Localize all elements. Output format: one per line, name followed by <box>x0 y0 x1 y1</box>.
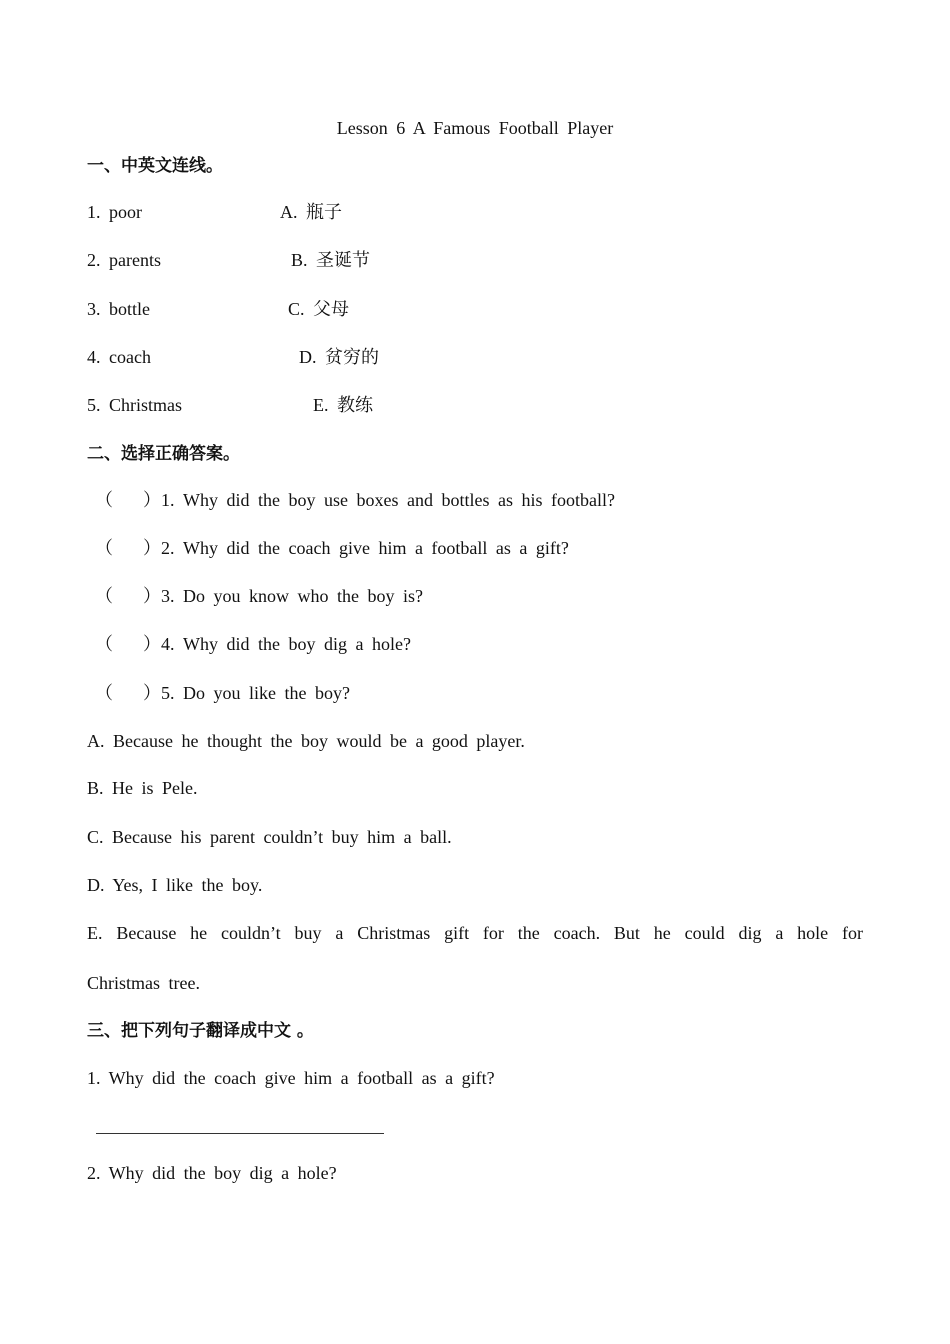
question-text: 2. Why did the coach give him a football as a gift? <box>161 538 569 558</box>
match-item-chinese: C. 父母 <box>288 299 350 319</box>
question-text: 1. Why did the boy use boxes and bottles as his football? <box>161 490 615 510</box>
answer-option: C. Because his parent couldn’t buy him a ball. <box>87 827 452 847</box>
question-row <box>95 488 615 512</box>
answer-option: B. He is Pele. <box>87 778 198 798</box>
question-row <box>95 632 411 656</box>
answer-blank-close: ） <box>143 586 161 606</box>
match-item-english: 1. poor <box>87 202 142 222</box>
match-item-english: 4. coach <box>87 347 151 367</box>
page-title: Lesson 6 A Famous Football Player <box>336 118 614 138</box>
answer-blank-close: ） <box>143 634 161 654</box>
answer-option: E. Because he couldn’t buy a Christmas gift for the coach. But he could dig a hole for <box>87 923 863 943</box>
match-item-english: 3. bottle <box>87 299 150 319</box>
translation-item: 2. Why did the boy dig a hole? <box>87 1163 337 1183</box>
match-item-chinese: A. 瓶子 <box>280 202 342 222</box>
match-item-chinese: B. 圣诞节 <box>291 250 371 270</box>
answer-blank-open[interactable]: （ <box>95 683 113 703</box>
section-heading-translation: 三、把下列句子翻译成中文 。 <box>87 1021 314 1041</box>
translation-item: 1. Why did the coach give him a football as a gift? <box>87 1068 495 1088</box>
answer-line[interactable] <box>96 1133 384 1134</box>
match-item-chinese: E. 教练 <box>313 395 373 415</box>
answer-blank-open[interactable]: （ <box>95 490 113 510</box>
answer-blank-open[interactable]: （ <box>95 538 113 558</box>
question-text: 3. Do you know who the boy is? <box>161 586 423 606</box>
answer-option: D. Yes, I like the boy. <box>87 875 263 895</box>
question-row <box>95 536 569 560</box>
question-row <box>95 681 350 705</box>
answer-blank-open[interactable]: （ <box>95 634 113 654</box>
question-row <box>95 584 423 608</box>
section-heading-matching: 一、中英文连线。 <box>87 156 223 176</box>
match-item-chinese: D. 贫穷的 <box>299 347 379 367</box>
answer-blank-close: ） <box>143 538 161 558</box>
match-item-english: 5. Christmas <box>87 395 183 415</box>
answer-option: A. Because he thought the boy would be a good player. <box>87 731 525 751</box>
answer-blank-close: ） <box>143 490 161 510</box>
match-item-english: 2. parents <box>87 250 161 270</box>
question-text: 4. Why did the boy dig a hole? <box>161 634 411 654</box>
answer-blank-open[interactable]: （ <box>95 586 113 606</box>
question-text: 5. Do you like the boy? <box>161 683 350 703</box>
answer-blank-close: ） <box>143 683 161 703</box>
answer-option-continuation: Christmas tree. <box>87 973 200 993</box>
section-heading-choice: 二、选择正确答案。 <box>87 444 240 464</box>
